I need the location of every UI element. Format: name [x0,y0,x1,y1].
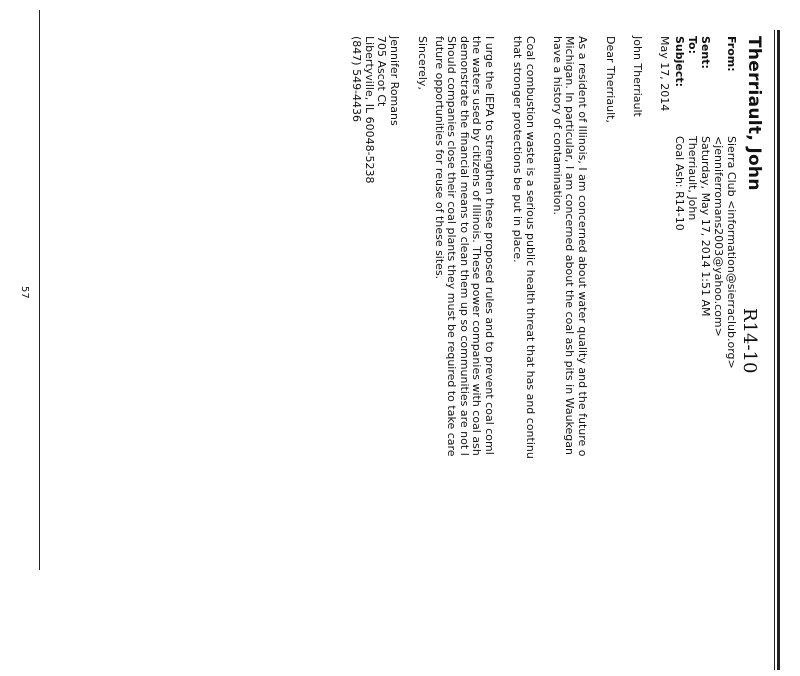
header-value: Therriault, John [686,136,699,221]
recipient-name: John Therriault [631,36,644,117]
paragraph-line: I urge the IEPA to strengthen these proposed rules and to prevent coal coml [483,36,496,455]
docket-number: R14-10 [739,308,760,374]
header-value: Saturday, May 17, 2014 1:51 AM [699,136,712,317]
header-value: Coal Ash: R14-10 [673,136,686,231]
top-rule-thin [774,30,775,670]
signature-street: 705 Ascot Ct [375,36,389,107]
paragraph-line: have a history of contamination. [551,36,564,216]
header-row-to [686,36,699,369]
header-label: From: [725,36,738,72]
email-header [673,36,738,369]
top-rule-thick [777,30,780,670]
paragraph-line: demonstrate the financial means to clean them up so communities are not l [458,36,471,456]
header-row-sent [699,36,712,369]
sender-name: Therriault, John [744,36,764,191]
closing: Sincerely, [416,36,429,90]
paragraph-line: As a resident of Illinois, I am concerned about water quality and the future o [576,36,589,457]
signature-phone: (847) 549-4436 [350,36,364,123]
paragraph-line: Coal combustion waste is a serious public health threat that has and continu [524,36,537,459]
body-paragraph-2 [511,36,536,676]
bottom-rule [39,10,40,570]
signature-block [350,36,400,676]
header-label: Subject: [673,36,686,88]
signature-city: Libertyville, IL 60048-5238 [363,36,376,184]
paragraph-line: that stronger protections be put in place. [511,36,525,263]
header-label: Sent: [699,36,712,69]
header-label: To: [686,36,699,54]
page-number: 57 [19,286,30,299]
header-value: Sierra Club <information@sierraclub.org> <jenniferromans2003@yahoo.com> [712,136,738,369]
salutation: Dear Therriault, [604,36,617,123]
header-row-from [712,36,738,369]
paragraph-line: the waters used by citizens of Illinois. These power companies with coal ash [470,36,484,456]
paragraph-line: Michigan. In particular, I am concerned about the coal ash pits in Waukegan [563,36,577,455]
body-paragraph-1 [551,36,589,676]
signature-name: Jennifer Romans [388,36,401,126]
paragraph-line: future opportunities for reuse of these sites. [433,36,446,280]
paragraph-line: Should companies close their coal plants they must be required to take care [445,36,459,457]
letter-date: May 17, 2014 [658,36,671,112]
body-paragraph-3 [433,36,496,676]
header-row-subject [673,36,686,369]
